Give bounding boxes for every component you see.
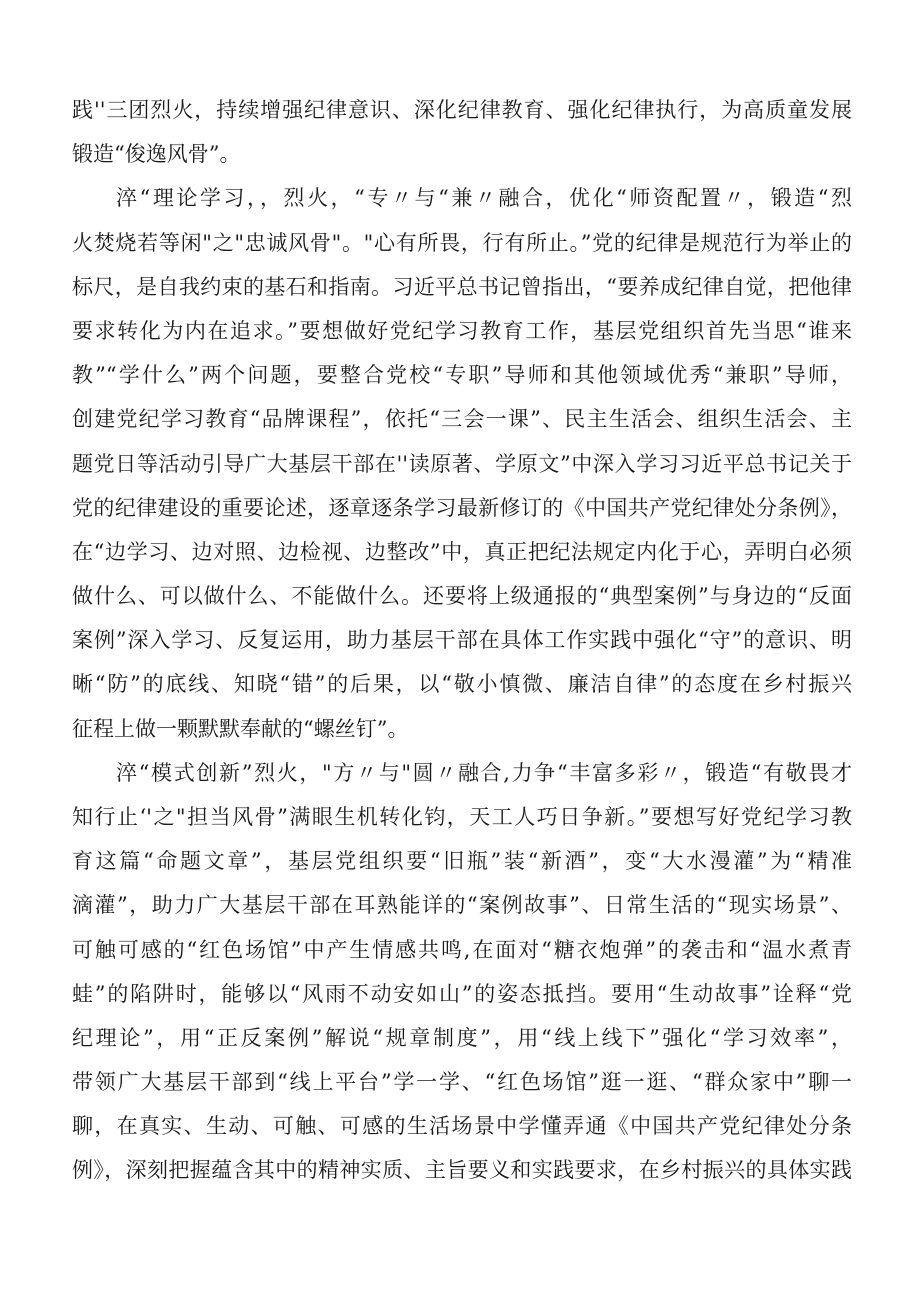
text-line: 可触可感的“红色场馆”中产生情感共鸣,在面对“糖衣炮弹”的袭击和“温水煮青 xyxy=(72,938,852,962)
paragraph-first-line: 淬“理论学习，，烈火，“专〃与“兼〃融合，优化“师资配置〃，锻造“烈 xyxy=(116,186,852,210)
text-line: 在“边学习、边对照、边检视、边整改”中，真正把纪法规定内化于心，弄明白必须 xyxy=(72,540,852,564)
text-line: 聊，在真实、生动、可触、可感的生活场景中学懂弄通《中国共产党纪律处分条 xyxy=(72,1114,852,1138)
text-line: 党的纪律建设的重要论述，逐章逐条学习最新修订的《中国共产党纪律处分条例》， xyxy=(72,496,852,520)
text-line: 要求转化为内在追求。”要想做好党纪学习教育工作，基层党组织首先当思“谁来 xyxy=(72,319,852,343)
text-line: 带领广大基层干部到“线上平台”学一学、“红色场馆”逛一逛、“群众家中”聊一 xyxy=(72,1070,852,1094)
text-line: 晰“防”的底线、知晓“错”的后果，以“敬小慎微、廉洁自律”的态度在乡村振兴 xyxy=(72,672,852,696)
text-line: 蛙”的陷阱时，能够以“风雨不动安如山”的姿态抵挡。要用“生动故事”诠释“党 xyxy=(72,982,852,1006)
text-line: 火焚烧若等闲"之"忠诚风骨"。"心有所畏，行有所止。”党的纪律是规范行为举止的 xyxy=(72,231,852,255)
text-line: 践''三团烈火，持续增强纪律意识、深化纪律教育、强化纪律执行，为高质童发展 xyxy=(72,98,852,122)
text-line: 题党日等活动引导广大基层干部在''读原著、学原文”中深入学习习近平总书记关于 xyxy=(72,452,852,476)
paragraph-first-line: 淬“模式创新”烈火，"方〃与"圆〃融合,力争“丰富多彩〃，锻造“有敬畏才 xyxy=(116,761,852,785)
text-line: 标尺，是自我约束的基石和指南。习近平总书记曾指出，“要养成纪律自觉，把他律 xyxy=(72,275,852,299)
text-line: 育这篇“命题文章”，基层党组织要“旧瓶”装“新酒”，变“大水漫灌”为“精准 xyxy=(72,849,852,873)
text-line: 锻造“俊逸风骨”。 xyxy=(72,142,241,166)
text-line: 滴灌”，助力广大基层干部在耳熟能详的“案例故事”、日常生活的“现实场景”、 xyxy=(72,893,852,917)
text-line: 例》，深刻把握蕴含其中的精神实质、主旨要义和实践要求，在乡村振兴的具体实践 xyxy=(72,1158,852,1182)
text-line: 案例”深入学习、反复运用，助力基层干部在具体工作实践中强化“守”的意识、明 xyxy=(72,628,852,652)
text-line: 做什么、可以做什么、不能做什么。还要将上级通报的“典型案例”与身边的“反面 xyxy=(72,584,852,608)
text-line: 教”“学什么”两个问题，要整合党校“专职”导师和其他领域优秀“兼职”导师， xyxy=(72,363,852,387)
text-line: 知行止‘'之"担当风骨”满眼生机转化钧，天工人巧日争新。”要想写好党纪学习教 xyxy=(72,805,852,829)
text-line: 征程上做一颗默默奉献的“螺丝钉”。 xyxy=(72,717,409,741)
text-line: 纪理论”，用“正反案例”解说“规章制度”，用“线上线下”强化“学习效率”， xyxy=(72,1026,852,1050)
text-line: 创建党纪学习教育“品牌课程”，依托“三会一课”、民主生活会、组织生活会、主 xyxy=(72,407,852,431)
